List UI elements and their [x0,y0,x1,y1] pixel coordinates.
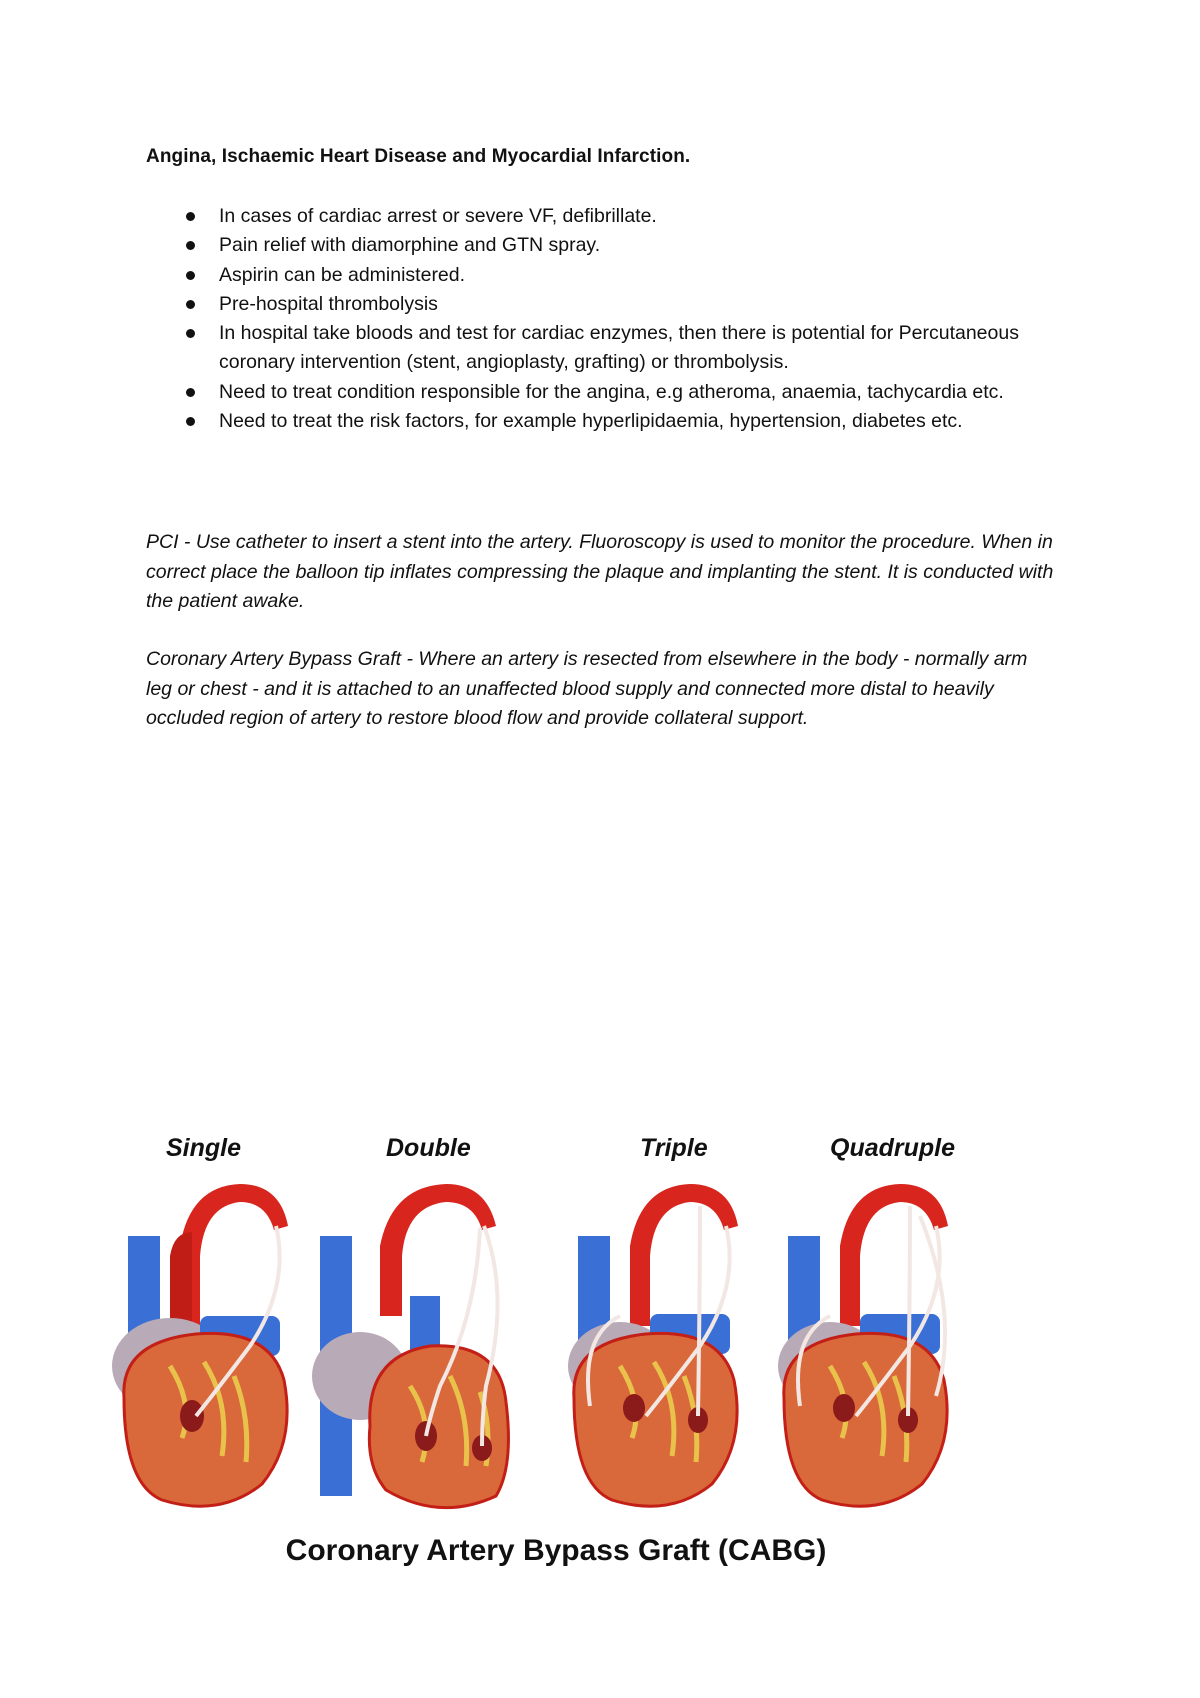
list-item-text: In hospital take bloods and test for cardiac enzymes, then there is potential for Percutaneous coronary intervention (stent, angioplasty, grafting) or thrombolysis. [219,322,1019,374]
double-bypass-heart [310,1166,540,1516]
pci-paragraph: PCI - Use catheter to insert a stent into the artery. Fluoroscopy is used to monitor the procedure. When in correct place the balloon tip inflates compressing the plaque and implanting the stent. It is conducted with the patient awake. [146,531,1054,612]
list-item-text: Need to treat condition responsible for the angina, e.g atheroma, anaemia, tachycardia etc. [219,380,1004,403]
quadruple-label: Quadruple [830,1134,956,1162]
cabg-illustration [100,1130,1012,1582]
bullet-icon [186,388,195,397]
quadruple-bypass-heart [760,1166,970,1516]
cabg-paragraph: Coronary Artery Bypass Graft - Where an artery is resected from elsewhere in the body - normally arm leg or chest - and it is attached to an unaffected blood supply and connected more distal to heavily occluded region of artery to restore blood flow and provide collateral support. [146,648,1028,729]
list-item [146,407,1066,436]
heart-muscle [574,1333,737,1506]
list-item-text: Pre-hospital thrombolysis [219,292,438,315]
bullet-icon [186,300,195,309]
list-item-text: Aspirin can be administered. [219,263,466,286]
bullet-icon [186,212,195,221]
list-item-text: In cases of cardiac arrest or severe VF, defibrillate. [219,205,657,227]
bullet-icon [186,241,195,250]
list-item [146,202,1066,231]
list-item-text: Need to treat the risk factors, for example hyperlipidaemia, hypertension, diabetes etc. [219,410,963,433]
bullet-icon [186,417,195,426]
list-item [146,290,1066,319]
occlusion [833,1394,855,1422]
list-item [146,231,1066,260]
list-item [146,261,1066,290]
bullet-icon [186,271,195,280]
heart-muscle [124,1333,287,1506]
single-label: Single [166,1134,242,1162]
heart-muscle [784,1333,947,1506]
occlusion [180,1400,204,1432]
occlusion [623,1394,645,1422]
bypass-graft [698,1206,700,1416]
triple-bypass-heart [550,1166,760,1516]
figure-caption: Coronary Artery Bypass Graft (CABG) [285,1534,827,1567]
bullet-icon [186,329,195,338]
double-label: Double [386,1134,471,1162]
page-title: Angina, Ischaemic Heart Disease and Myocardial Infarction. [146,146,691,167]
triple-label: Triple [640,1134,708,1162]
list-item [146,319,1066,378]
treatment-list [146,202,1066,436]
bypass-graft [908,1206,910,1416]
single-bypass-heart [100,1166,310,1516]
list-item-text: Pain relief with diamorphine and GTN spray. [219,234,601,257]
list-item [146,378,1066,407]
